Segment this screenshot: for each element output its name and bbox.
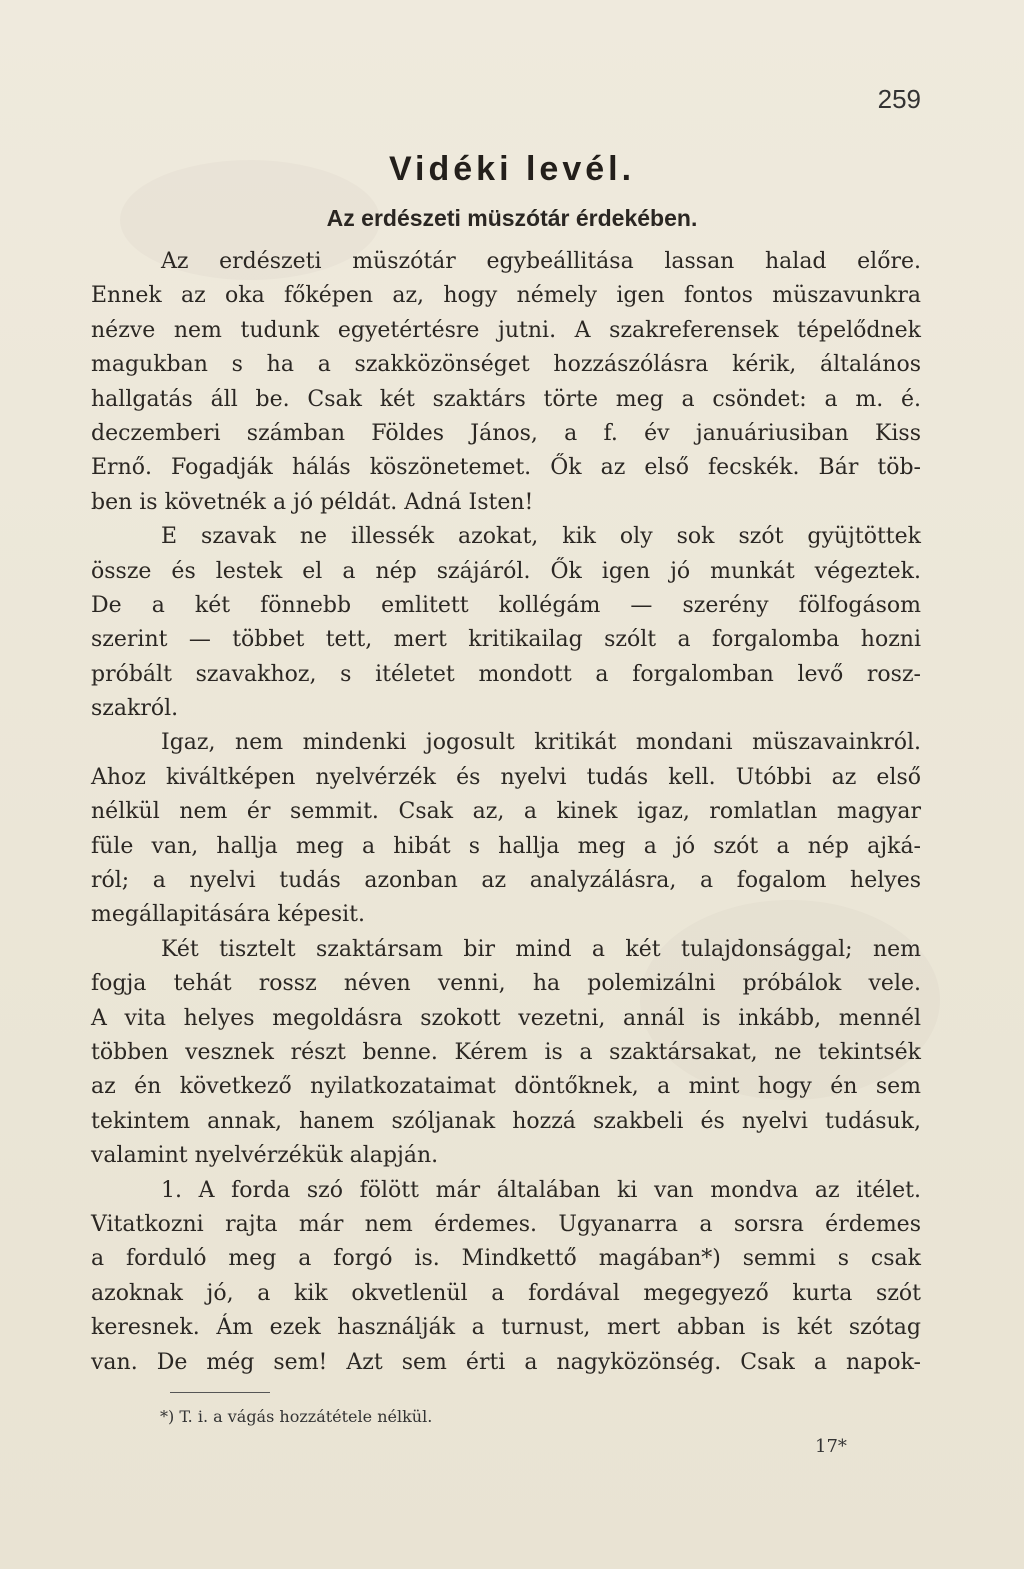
signature-mark: 17* bbox=[815, 1436, 847, 1457]
text-line: Két tisztelt szaktársam bir mind a két tulajdonsággal; nem bbox=[161, 936, 921, 962]
text-line: füle van, hallja meg a hibát s hallja meg a jó szót a nép ajká- bbox=[91, 833, 921, 859]
text-line: E szavak ne illessék azokat, kik oly sok szót gyüjtöttek bbox=[161, 524, 921, 550]
text-line: Ahoz kiváltképen nyelvérzék és nyelvi tudás kell. Utóbbi az első bbox=[91, 764, 921, 790]
text-line: Ernő. Fogadják hálás köszönetemet. Ők az első fecskék. Bár töb- bbox=[91, 455, 921, 481]
text-line: megállapitására képesit. bbox=[91, 902, 365, 928]
text-line: szerint — többet tett, mert kritikailag szólt a forgalomba hozni bbox=[91, 627, 921, 653]
text-line: a forduló meg a forgó is. Mindkettő magában*) semmi s csak bbox=[91, 1246, 921, 1272]
text-line: 1. A forda szó fölött már általában ki van mondva az itélet. bbox=[161, 1177, 921, 1203]
text-line: hallgatás áll be. Csak két szaktárs törte meg a csöndet: a m. é. bbox=[91, 386, 921, 412]
text-line: Igaz, nem mindenki jogosult kritikát mondani müszavainkról. bbox=[161, 730, 921, 756]
article-body bbox=[91, 245, 921, 1380]
text-line: Vitatkozni rajta már nem érdemes. Ugyanarra a sorsra érdemes bbox=[91, 1211, 921, 1237]
text-line: tekintem annak, hanem szóljanak hozzá szakbeli és nyelvi tudásuk, bbox=[91, 1108, 921, 1134]
text-line: ben is követnék a jó példát. Adná Isten! bbox=[91, 489, 534, 515]
page-number: 259 bbox=[877, 84, 921, 114]
article-subtitle: Az erdészeti müszótár érdekében. bbox=[326, 205, 698, 231]
text-line: keresnek. Ám ezek használják a turnust, mert abban is két szótag bbox=[91, 1315, 921, 1341]
text-line: azoknak jó, a kik okvetlenül a fordával megegyező kurta szót bbox=[91, 1280, 921, 1306]
article-title: Vidéki levél. bbox=[388, 150, 636, 188]
text-line: De a két fönnebb emlitett kollégám — szerény fölfogásom bbox=[91, 592, 921, 618]
text-line: az én következő nyilatkozataimat döntőknek, a mint hogy én sem bbox=[91, 1074, 921, 1100]
text-line: nézve nem tudunk egyetértésre jutni. A szakreferensek tépelődnek bbox=[91, 317, 921, 343]
text-line: fogja tehát rossz néven venni, ha polemizálni próbálok vele. bbox=[91, 971, 921, 997]
text-line: A vita helyes megoldásra szokott vezetni, annál is inkább, mennél bbox=[91, 1005, 921, 1031]
text-line: szakról. bbox=[91, 696, 179, 722]
text-line: valamint nyelvérzékük alapján. bbox=[91, 1143, 439, 1169]
footnote-divider bbox=[170, 1392, 270, 1393]
text-line: nélkül nem ér semmit. Csak az, a kinek igaz, romlatlan magyar bbox=[91, 799, 921, 825]
text-line: magukban s ha a szakközönséget hozzászólásra kérik, általános bbox=[91, 352, 921, 378]
text-line: többen vesznek részt benne. Kérem is a szaktársakat, ne tekintsék bbox=[91, 1039, 921, 1065]
text-line: Az erdészeti müszótár egybeállitása lassan halad előre. bbox=[161, 249, 921, 274]
text-line: ról; a nyelvi tudás azonban az analyzálásra, a fogalom helyes bbox=[91, 868, 921, 894]
text-line: deczemberi számban Földes János, a f. év januáriusiban Kiss bbox=[91, 420, 921, 446]
text-line: van. De még sem! Azt sem érti a nagyközönség. Csak a napok- bbox=[91, 1349, 921, 1375]
text-line: Ennek az oka főképen az, hogy némely igen fontos müszavunkra bbox=[91, 283, 921, 309]
text-line: próbált szavakhoz, s itéletet mondott a forgalomban levő rosz- bbox=[91, 661, 921, 687]
footnote: *) T. i. a vágás hozzátétele nélkül. bbox=[160, 1407, 433, 1426]
text-line: össze és lestek el a nép szájáról. Ők igen jó munkát végeztek. bbox=[91, 558, 921, 584]
